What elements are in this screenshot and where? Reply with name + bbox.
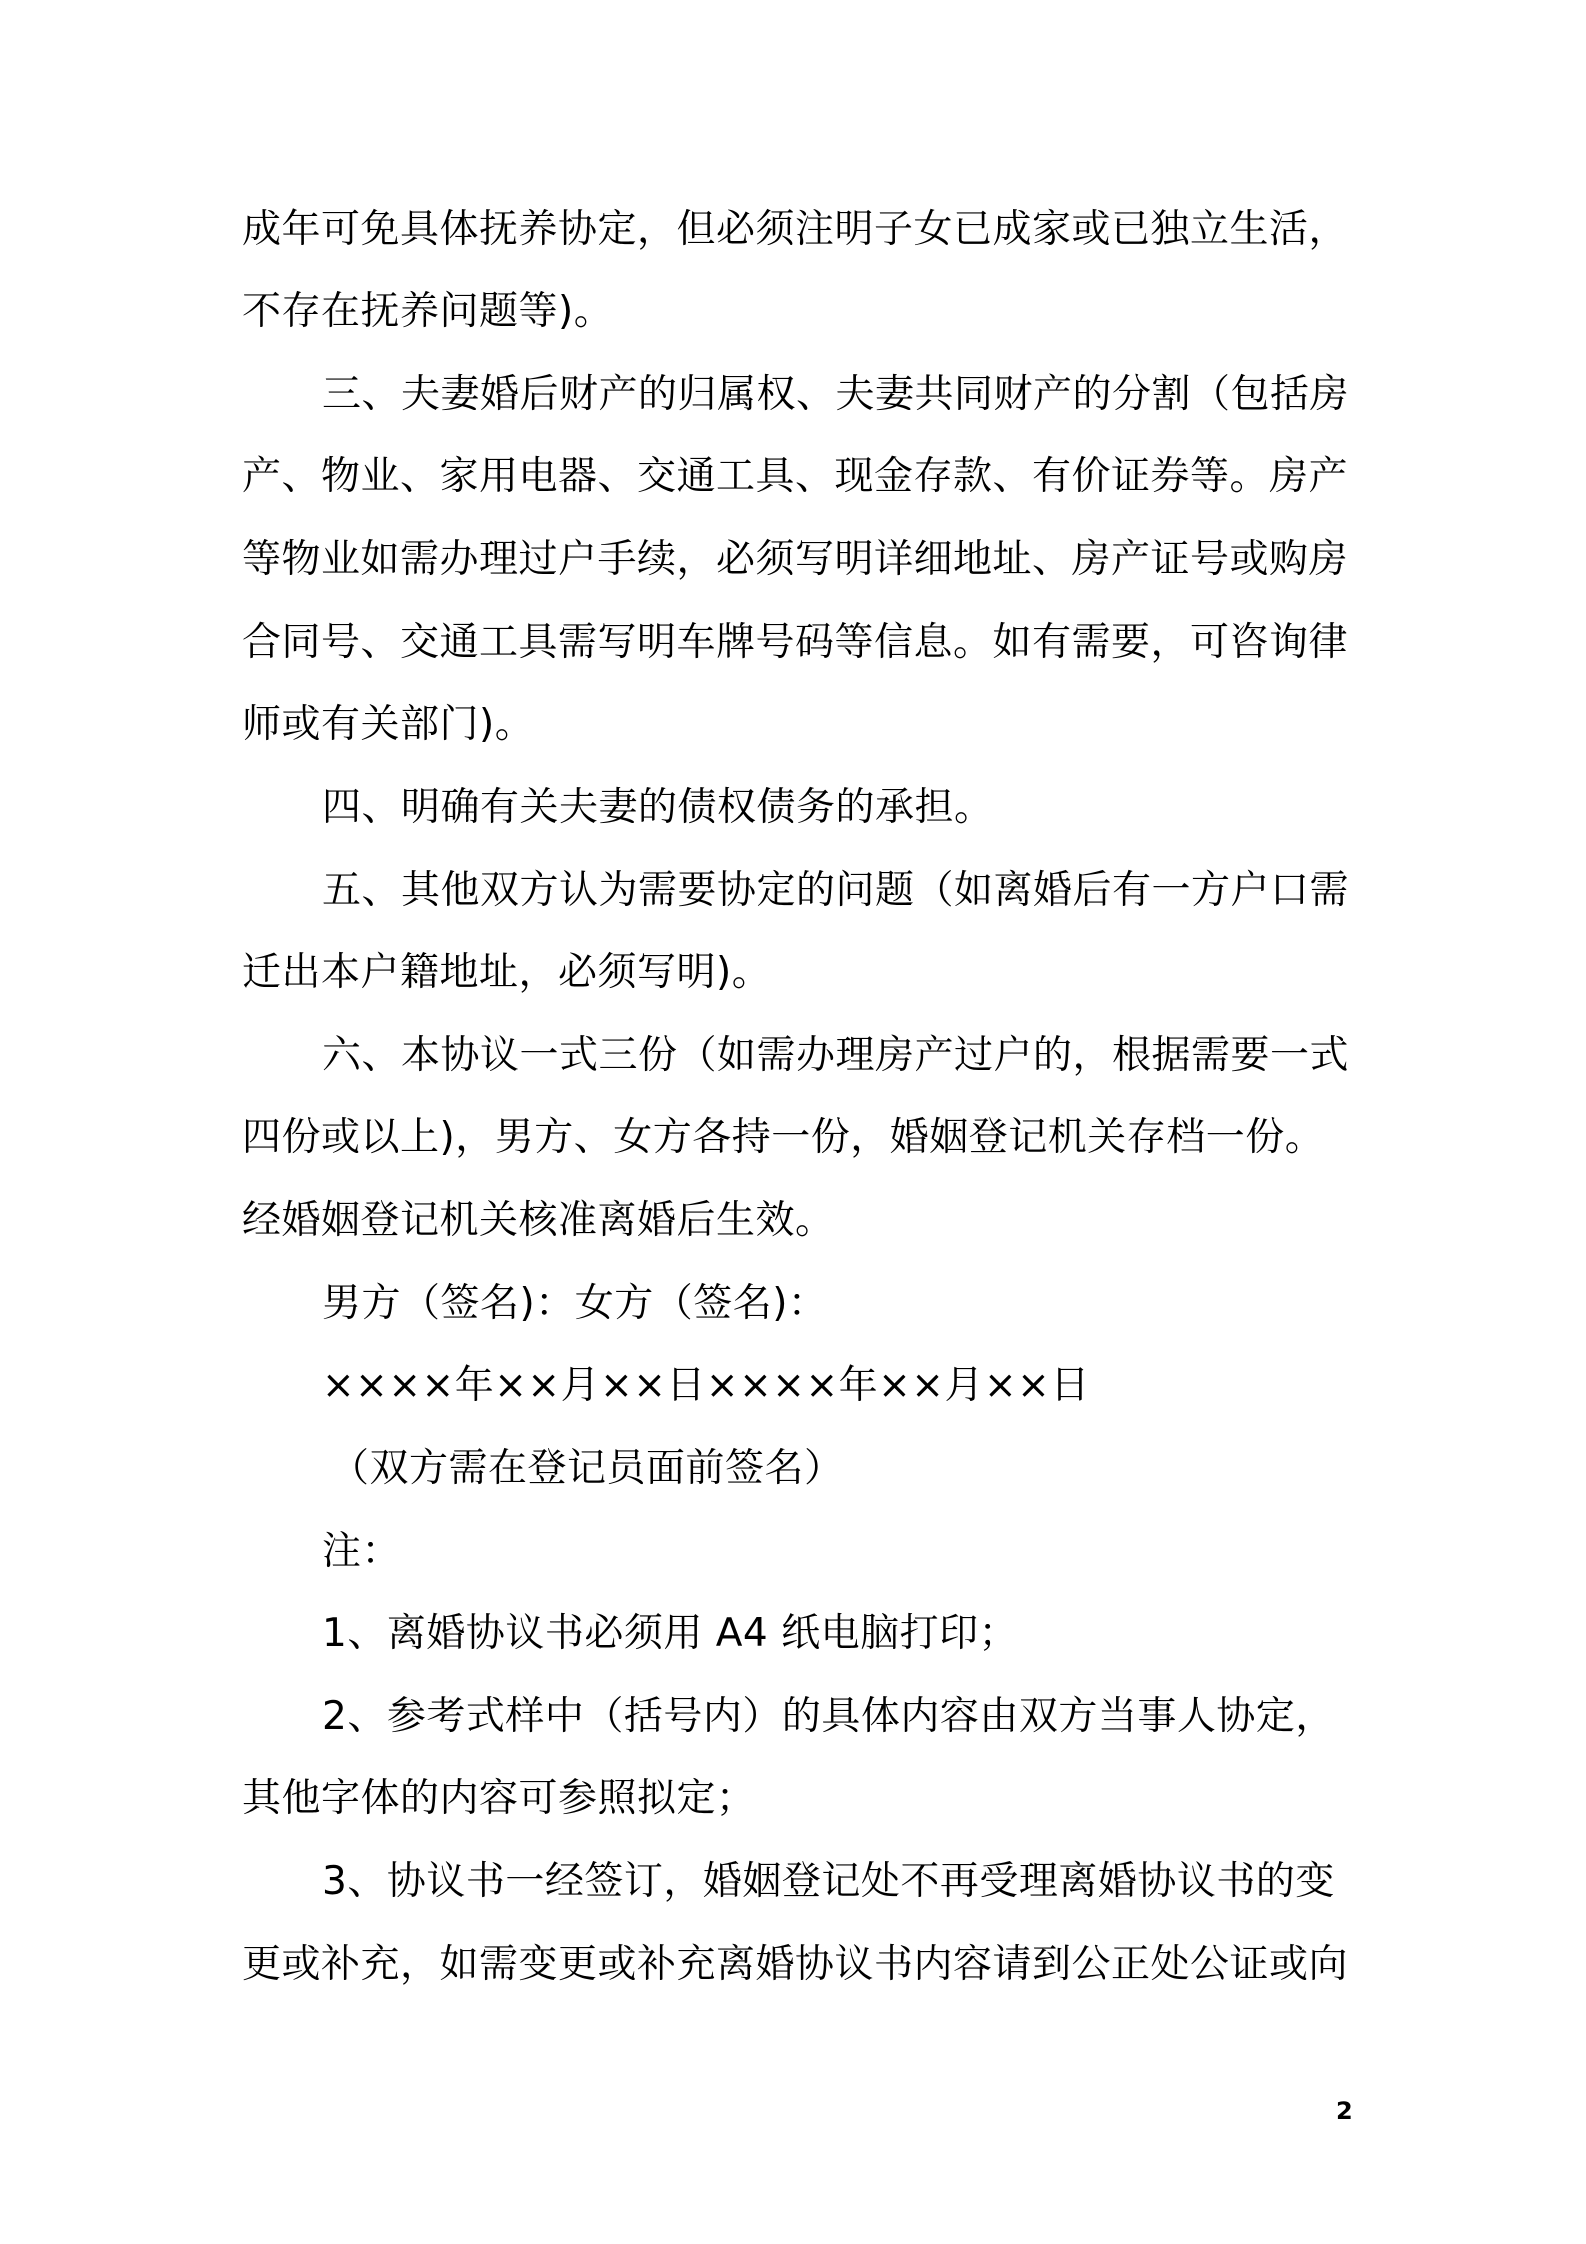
clause-five-line: 五、其他双方认为需要协定的问题（如离婚后有一方户口需 [322, 868, 1350, 913]
notes-heading: 注： [322, 1529, 402, 1574]
clause-six-line: 四份或以上)，男方、女方各持一份，婚姻登记机关存档一份。 [242, 1115, 1325, 1160]
clause-three-line: 三、夫妻婚后财产的归属权、夫妻共同财产的分割（包括房 [322, 372, 1350, 417]
clause-six-line: 经婚姻登记机关核准离婚后生效。 [242, 1198, 835, 1243]
paragraph-line: 不存在抚养问题等)。 [242, 289, 614, 334]
date-line: ××××年××月××日××××年××月××日 [322, 1363, 1090, 1408]
note-item: 更或补充，如需变更或补充离婚协议书内容请到公正处公证或向 [242, 1942, 1349, 1987]
note-item: 2、参考式样中（括号内）的具体内容由双方当事人协定， [322, 1694, 1335, 1739]
signature-note: （双方需在登记员面前签名） [330, 1446, 844, 1491]
clause-three-line: 师或有关部门)。 [242, 702, 535, 747]
note-item: 3、协议书一经签订，婚姻登记处不再受理离婚协议书的变 [322, 1859, 1335, 1904]
clause-six-line: 六、本协议一式三份（如需办理房产过户的，根据需要一式 [322, 1033, 1350, 1078]
signature-line: 男方（签名)：女方（签名)： [322, 1281, 828, 1326]
clause-three-line: 合同号、交通工具需写明车牌号码等信息。如有需要，可咨询律 [242, 620, 1349, 665]
clause-five-line: 迁出本户籍地址，必须写明)。 [242, 950, 772, 995]
paragraph-line: 成年可免具体抚养协定，但必须注明子女已成家或已独立生活， [242, 207, 1349, 252]
note-item: 其他字体的内容可参照拟定； [242, 1776, 756, 1821]
clause-four-line: 四、明确有关夫妻的债权债务的承担。 [322, 785, 994, 830]
clause-three-line: 等物业如需办理过户手续，必须写明详细地址、房产证号或购房 [242, 537, 1349, 582]
clause-three-line: 产、物业、家用电器、交通工具、现金存款、有价证券等。房产 [242, 454, 1349, 499]
page-number: 2 [1336, 2097, 1353, 2125]
note-item: 1、离婚协议书必须用 A4 纸电脑打印； [322, 1611, 1019, 1656]
